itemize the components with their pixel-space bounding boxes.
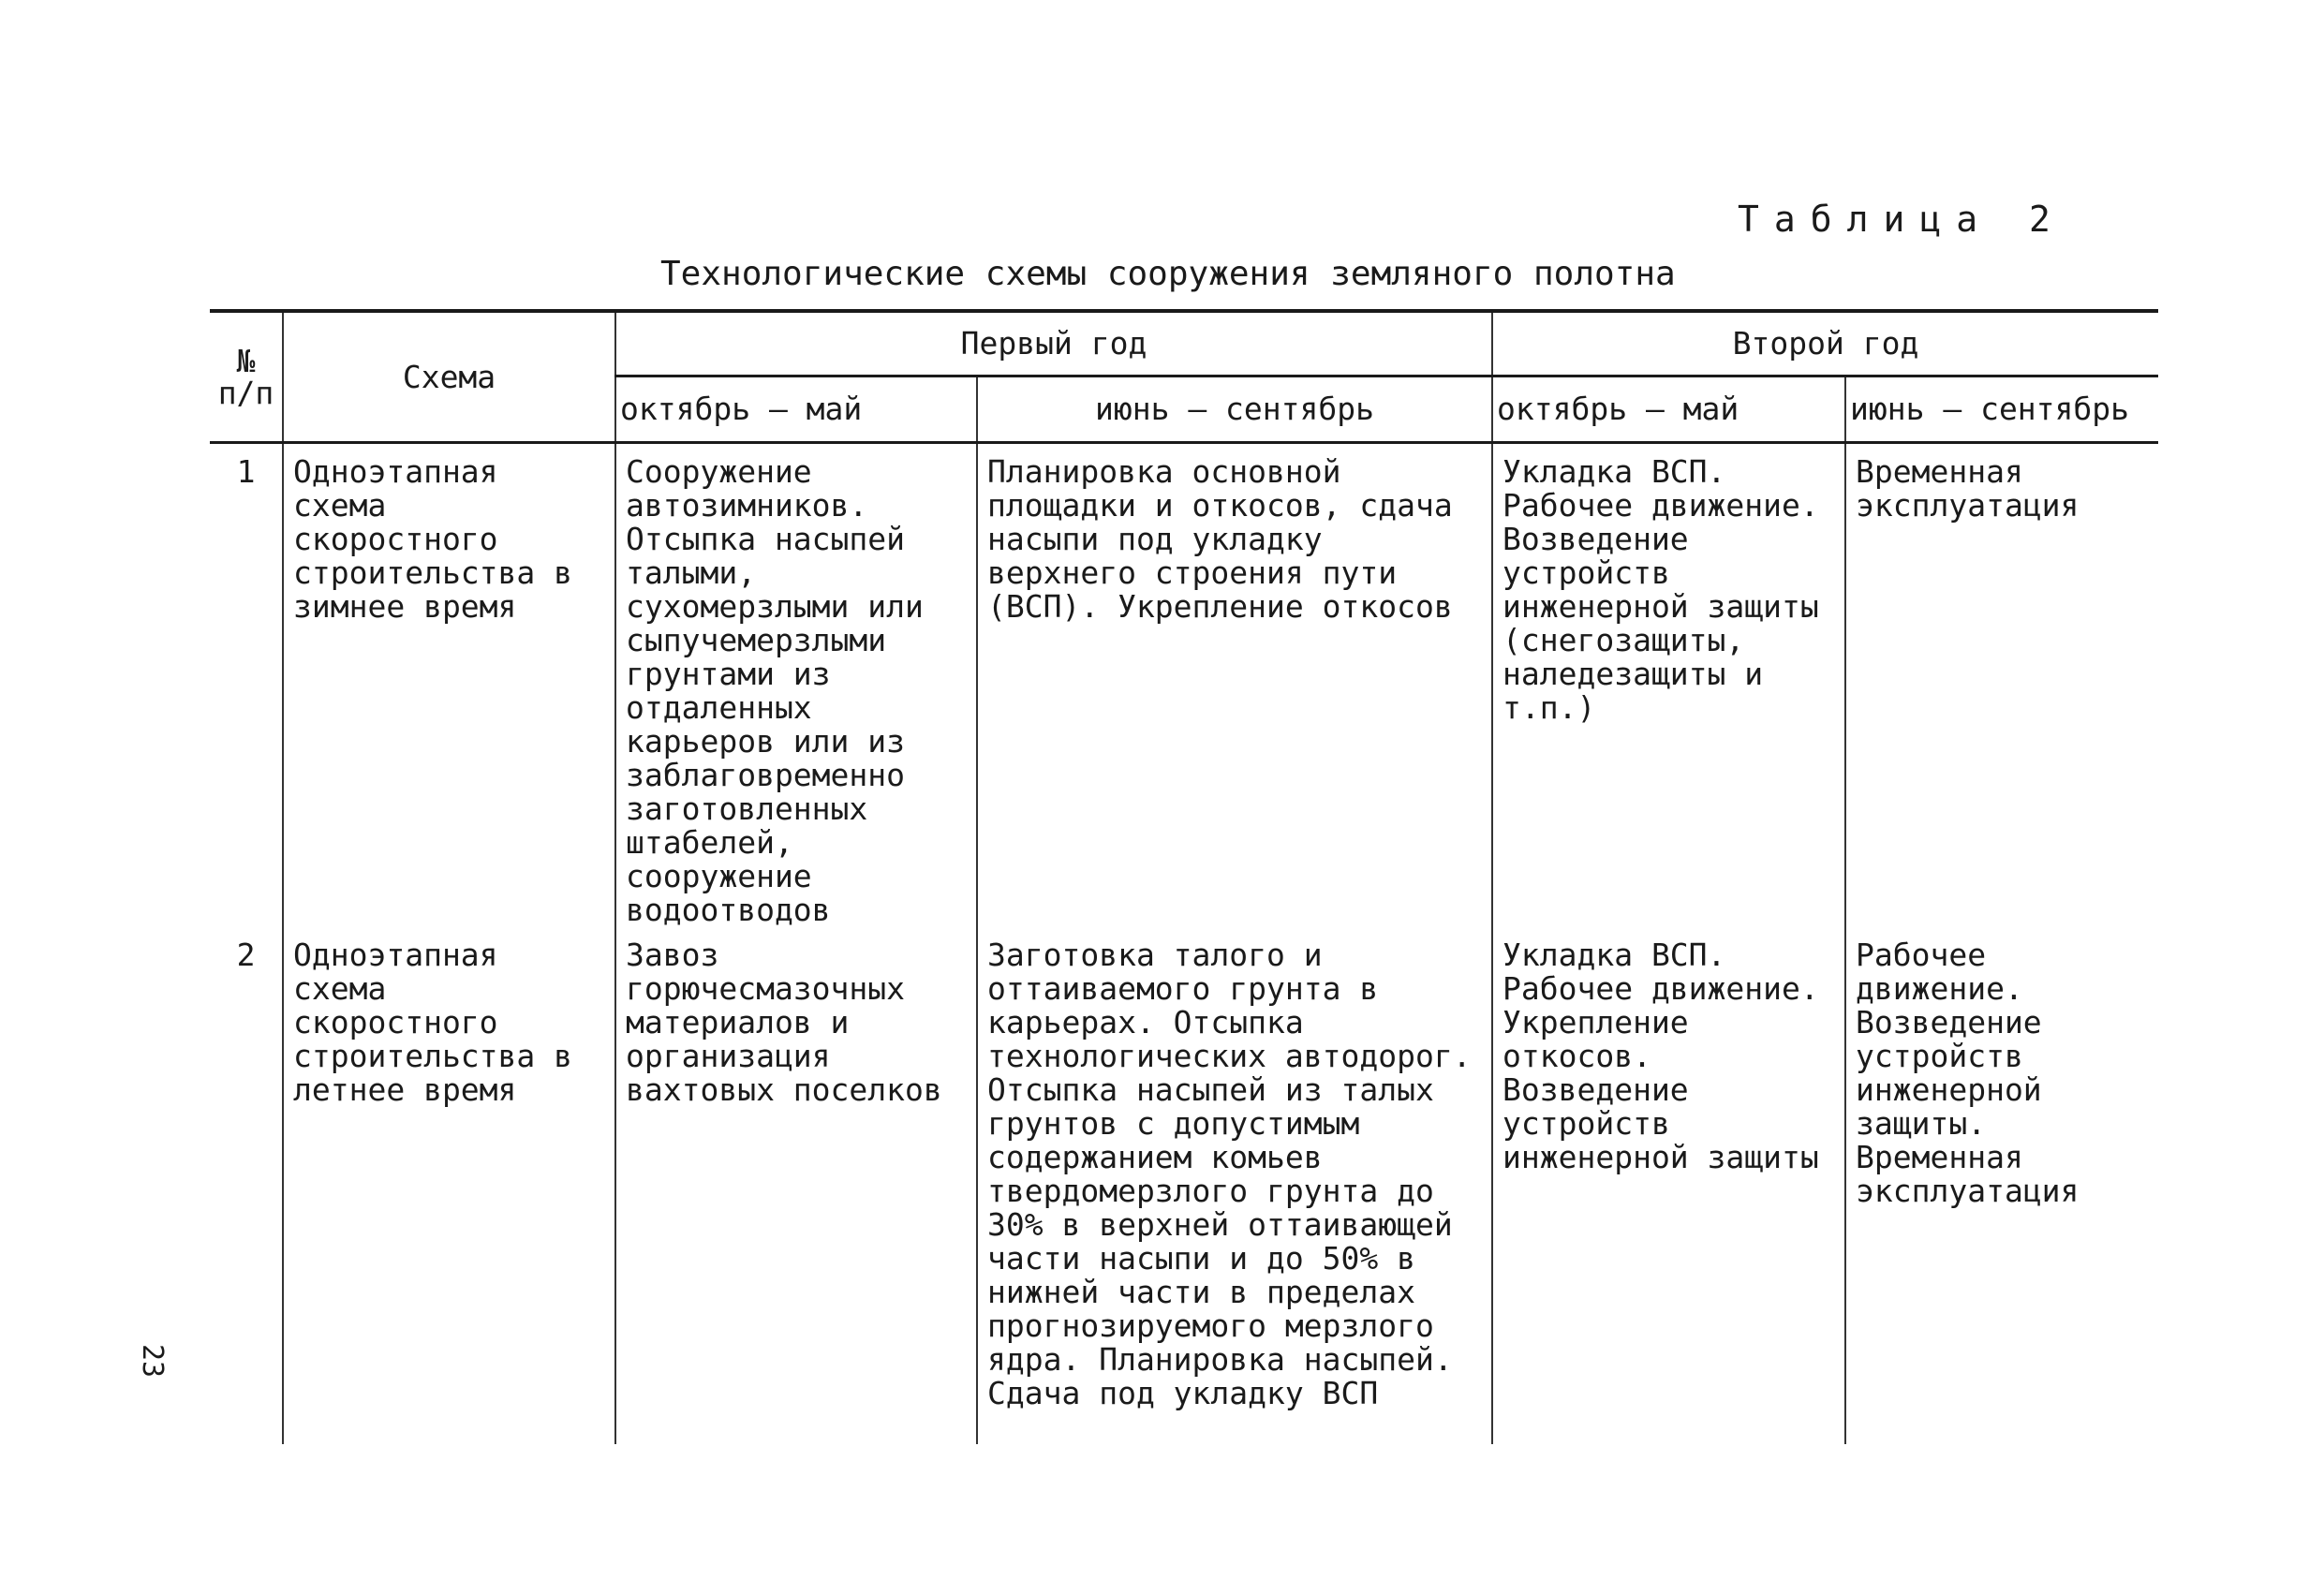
- page-number: 23: [136, 1344, 169, 1379]
- table-row: [210, 443, 2158, 928]
- row-num: 1: [236, 453, 256, 490]
- schemes-table: [210, 309, 2158, 1411]
- header-year1: Первый год: [615, 311, 1492, 376]
- row-num: 2: [236, 937, 256, 973]
- table-row: [210, 927, 2158, 1444]
- header-y2-oct-may: октябрь – май: [1492, 376, 1845, 443]
- row-y2-oct-may: Укладка ВСП. Рабочее движение. Укрепление откосов. Возведение устройств инженерной защиты: [1492, 927, 1845, 1444]
- row-y1-jun-sep: Планировка основной площадки и откосов, сдача насыпи под укладку верхнего строения пути (ВСП). Укрепление откосов: [977, 443, 1492, 928]
- row-scheme: Одноэтапная схема скоростного строительства в летнее время: [283, 927, 615, 1444]
- header-scheme: Схема: [283, 311, 615, 443]
- row-scheme: Одноэтапная схема скоростного строительства в зимнее время: [283, 443, 615, 928]
- row-y1-oct-may: Сооружение автозимников. Отсыпка насыпей талыми, сухомерзлыми или сыпучемерзлыми грунтами из отдаленных карьеров или из заблаговременно заготовленных штабелей, сооружение водоотводов: [615, 443, 977, 928]
- row-y2-jun-sep: Временная эксплуатация: [1845, 443, 2158, 928]
- header-y1-jun-sep: июнь – сентябрь: [977, 376, 1492, 443]
- header-y2-jun-sep: июнь – сентябрь: [1845, 376, 2158, 443]
- row-y1-oct-may: Завоз горючесмазочных материалов и организация вахтовых поселков: [615, 927, 977, 1444]
- row-y2-oct-may: Укладка ВСП. Рабочее движение. Возведение устройств инженерной защиты (снегозащиты, наледезащиты и т.п.): [1492, 443, 1845, 928]
- row-y2-jun-sep: Рабочее движение. Возведение устройств инженерной защиты. Временная эксплуатация: [1845, 927, 2158, 1444]
- header-num: № п/п: [210, 311, 283, 443]
- header-y1-oct-may: октябрь – май: [615, 376, 977, 443]
- header-year2: Второй год: [1492, 311, 2158, 376]
- row-y1-jun-sep: Заготовка талого и оттаиваемого грунта в карьерах. Отсыпка технологических автодорог. Отсыпка насыпей из талых грунтов с допустимым содержанием комьев твердомерзлого грунта до 30% в верхней оттаивающей части насыпи и до 50% в нижней части в пределах прогнозируемого мерзлого ядра. Планировка насыпей. Сдача под укладку ВСП: [977, 927, 1492, 1444]
- table-label: Таблица 2: [1738, 199, 2065, 240]
- table-title: Технологические схемы сооружения земляного полотна: [660, 255, 1676, 293]
